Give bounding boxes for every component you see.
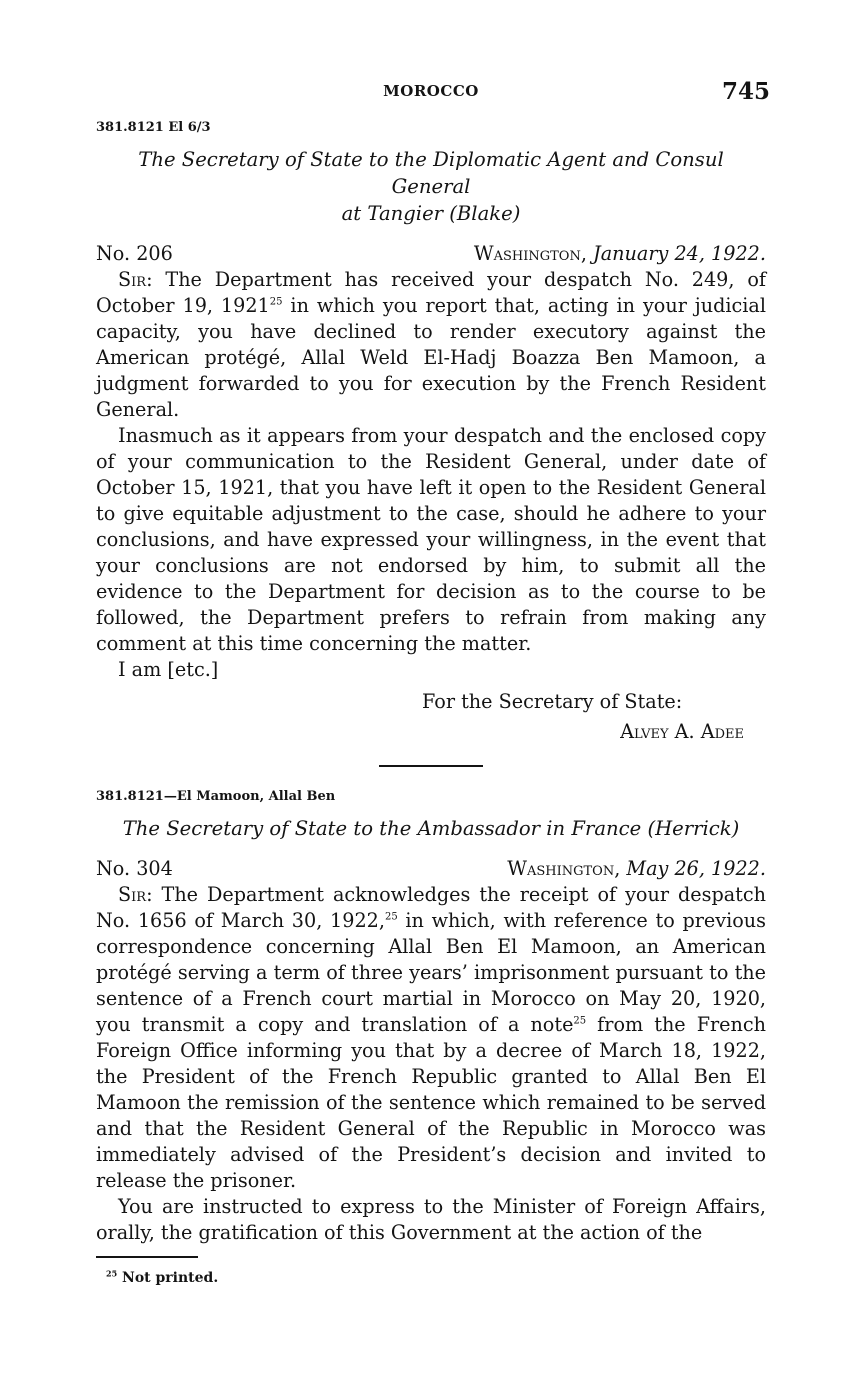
file-number: 381.8121—El Mamoon, Allal Ben bbox=[96, 789, 336, 804]
paragraph: Inasmuch as it appears from your despatch and the enclosed copy of your communication to the Resident General, under date of October 15, 1921, that you have left it open to the Resident General to give equitable adjustment to the case, should he adhere to your conclusions, and have expressed your willingness, in the event that your conclusions are not endorsed by him, to submit all the evidence to the Department for decision as to the course to be followed, the Department prefers to refrain from making any comment at this time concerning the matter. bbox=[96, 424, 766, 655]
salutation: Sir: bbox=[118, 268, 153, 291]
section-divider bbox=[379, 765, 483, 767]
salutation: Sir: bbox=[118, 883, 153, 906]
place: Washington, bbox=[507, 857, 621, 880]
signature-line: For the Secretary of State: bbox=[422, 690, 683, 713]
running-title: MOROCCO bbox=[383, 82, 479, 100]
place: Washington, bbox=[473, 242, 587, 265]
footnote-marker: 25 bbox=[106, 1268, 118, 1279]
closing: I am [etc.] bbox=[118, 658, 219, 681]
dateline bbox=[96, 856, 766, 882]
paragraph: Sir: The Department acknowledges the receipt of your despatch No. 1656 of March 30, 1922,25 in which, with reference to previous correspondence concerning Allal Ben El Mamoon, an American protégé serving a term of three years’ imprisonment pursuant to the sentence of a French court martial in Morocco on May 20, 1920, you transmit a copy and translation of a note$^{25}$ from the French Foreign Office informing you that by a decree of March 18, 1922, the President of the French Republic granted to Allal Ben El Mamoon the remission of the sentence which remained to be served and that the Resident General of the Republic in Morocco was immediately advised of the President’s decision and invited to release the prisoner. bbox=[96, 883, 766, 1192]
despatch-number: No. 304 bbox=[96, 857, 173, 880]
date: May 26, 1922. bbox=[626, 857, 766, 880]
file-number: 381.8121 El 6/3 bbox=[96, 120, 211, 135]
paragraph: Sir: The Department has received your despatch No. 249, of October 19, 1921$^{25}$ in which you report that, acting in your judicial capacity, you have declined to render executory against the American protégé, Allal Weld El-Hadj Boazza Ben Mamoon, a judgment forwarded to you for execution by the French Resident General. bbox=[96, 268, 766, 421]
footnote-ref: 25 bbox=[269, 296, 283, 308]
dateline bbox=[96, 241, 766, 267]
despatch-number: No. 206 bbox=[96, 242, 173, 265]
footnote bbox=[106, 1270, 766, 1286]
document-page bbox=[96, 78, 770, 1286]
signature-name: Alvey A. Adee bbox=[620, 720, 744, 743]
footnote-ref: 25 bbox=[384, 911, 398, 923]
paragraph: You are instructed to express to the Minister of Foreign Affairs, orally, the gratification of this Government at the action of the bbox=[96, 1195, 766, 1244]
date: January 24, 1922. bbox=[593, 242, 766, 265]
footnote-divider bbox=[96, 1256, 198, 1258]
footnote-text: Not printed. bbox=[122, 1270, 219, 1286]
page-number: 745 bbox=[721, 78, 770, 105]
footnote-ref: 25 bbox=[573, 1015, 587, 1027]
running-header bbox=[96, 78, 770, 118]
document-title: The Secretary of State to the Ambassador in France (Herrick) bbox=[122, 817, 740, 840]
document-title: The Secretary of State to the Diplomatic Agent and Consul General at Tangier (Blake) bbox=[138, 148, 724, 225]
